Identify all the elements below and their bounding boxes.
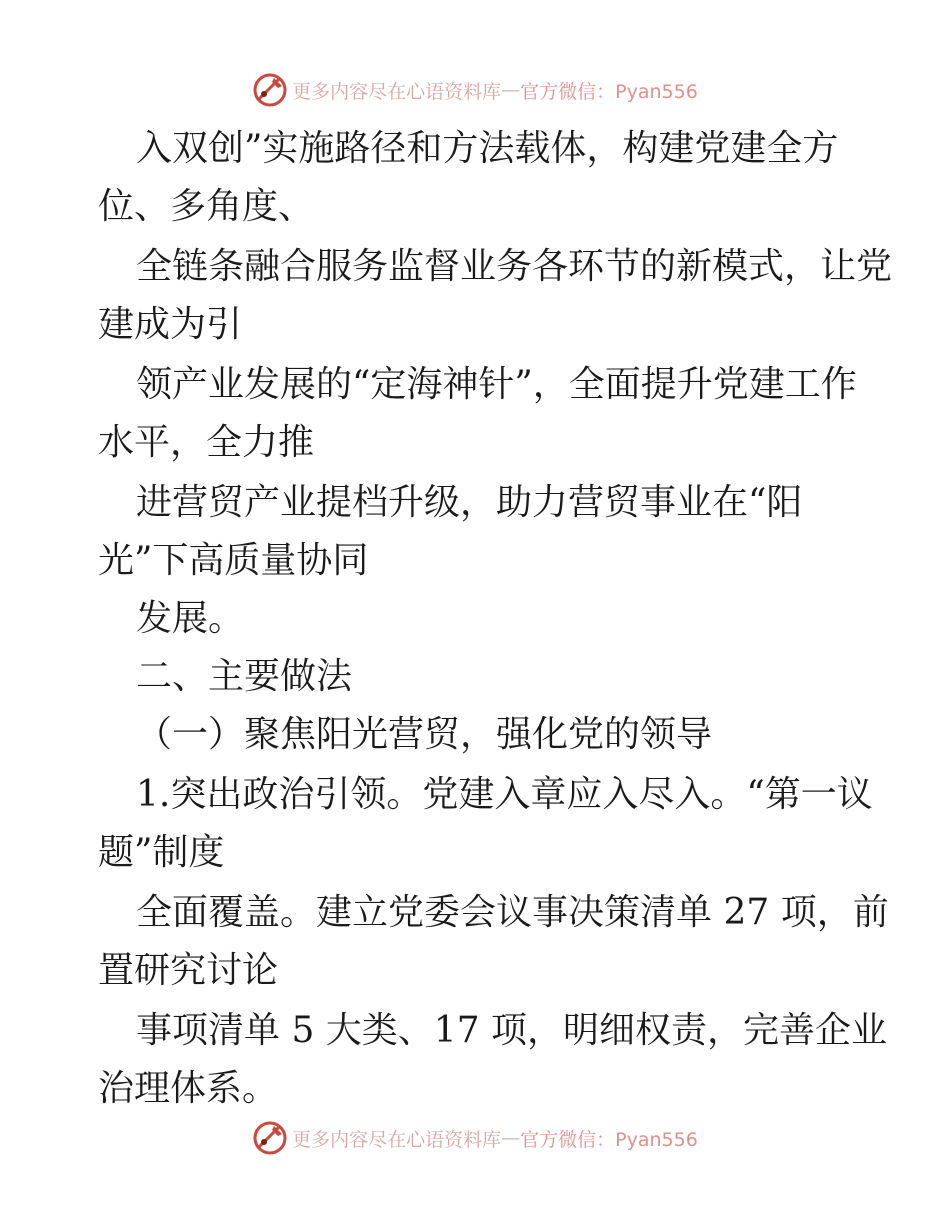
subsection-heading: （一）聚焦阳光营贸，强化党的领导 <box>136 714 713 755</box>
text-line: 发展。 <box>136 598 245 639</box>
text-line: 全面覆盖。建立党委会议事决策清单 27 项，前 <box>136 892 889 933</box>
text-line: 治理体系。 <box>98 1068 279 1109</box>
text-line: 入双创”实施路径和方法载体，构建党建全方 <box>136 128 839 169</box>
text-line: 1.突出政治引领。党建入章应入尽入。“第一议 <box>136 774 873 815</box>
watermark-account: 官方微信：Pyan556 <box>520 1128 698 1151</box>
header-watermark <box>0 70 950 110</box>
text-line: 领产业发展的“定海神针”，全面提升党建工作 <box>136 364 857 405</box>
text-line: 事项清单 5 大类、17 项，明细权责，完善企业 <box>136 1010 888 1051</box>
text-line: 水平，全力推 <box>98 422 315 463</box>
footer-watermark <box>0 1118 950 1158</box>
brand-logo-icon <box>252 1120 288 1156</box>
brand-logo-icon <box>252 72 288 108</box>
watermark-dash: — <box>501 1127 521 1149</box>
watermark-text: 更多内容尽在心语资料库 <box>292 80 502 103</box>
text-line: 置研究讨论 <box>98 950 279 991</box>
text-line: 位、多角度、 <box>98 186 315 227</box>
text-line: 光”下高质量协同 <box>98 540 369 581</box>
text-line: 全链条融合服务监督业务各环节的新模式，让党 <box>136 246 893 287</box>
text-line: 进营贸产业提档升级，助力营贸事业在“阳 <box>136 482 803 523</box>
section-heading: 二、主要做法 <box>136 656 353 697</box>
watermark-account: 官方微信：Pyan556 <box>520 80 698 103</box>
watermark-text: 更多内容尽在心语资料库 <box>292 1128 502 1151</box>
text-line: 建成为引 <box>98 304 243 345</box>
text-line: 题”制度 <box>98 832 225 873</box>
watermark-dash: — <box>501 79 521 101</box>
